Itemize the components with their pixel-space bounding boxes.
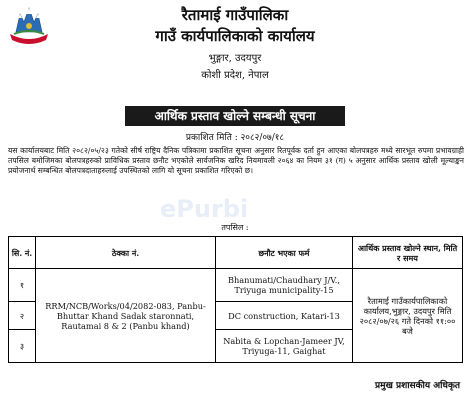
signatory-title: प्रमुख प्रशासकीय अधिकृत [374, 381, 460, 391]
office-name: गाउँ कार्यपालिकाको कार्यालय [155, 27, 315, 45]
address-line-1: भुङ्गार, उदयपुर [208, 53, 262, 64]
col-header-contract: ठेक्का नं. [36, 237, 216, 269]
notice-body: यस कार्यालयबाट मिति २०८२/०५/२३ गतेको सीर्ष राष्ट्रिय दैनिक पत्रिकामा प्रकाशित सूचना अनुसार रितपूर्वक दर्ता हुन आएका बोलपत्रहरु मध्ये सारभूत रुपमा प्रभावग्राही तपसिल बमोजिमका बोलपत्रहरुको प्राविधिक प्रस्ताव छनौट भएकोले सार्वजनिक खरिद नियमावली २०६४ का नियम ३१ (ग) ५ अनुसार आर्थिक प्रस्ताव खोली मूल्याङ्कन प्रयोजनार्थ सम्बन्धित बोलपत्रदाताहरुलाई उपस्थितको लागि यो सूचना प्रकाशित गरिएको छ। [8, 146, 464, 176]
row-sn: २ [9, 302, 36, 330]
list-heading: तपसिल : [221, 223, 249, 232]
notice-title: आर्थिक प्रस्ताव खोल्ने सम्बन्धी सूचना [125, 106, 345, 126]
row-sn: ३ [9, 330, 36, 363]
firm-table [8, 236, 463, 363]
firm-name: Nabita & Lopchan-Jameer JV, Triyuga-11, Gaighat [216, 330, 353, 363]
col-header-sn: सि. नं. [9, 237, 36, 269]
firm-name: Bhanumati/Chaudhary J/V., Triyuga municipality-15 [216, 269, 353, 302]
table-header-row [9, 237, 463, 269]
table-row [9, 269, 463, 302]
col-header-opening: आर्थिक प्रस्ताव खोल्ने स्थान, मिति र समय [353, 237, 463, 269]
opening-location-date: रैतामाई गाउँकार्यपालिकाको कार्यालय,भुङ्गार, उदयपुर मिति २०८२/०७/२६ गते दिनको ११:०० बजे [353, 269, 463, 363]
contract-number: RRM/NCB/Works/04/2082-083, Panbu-Bhuttar Khand Sadak staronnati, Rautamai 8 & 2 (Panbu khand) [36, 269, 216, 363]
address-line-2: कोशी प्रदेश, नेपाल [201, 70, 269, 81]
published-date: प्रकाशित मिति : २०८२/०७/१८ [185, 133, 285, 143]
org-name: रैतामाई गाउँपालिका [181, 6, 289, 24]
watermark-text: ePurbi [160, 195, 249, 223]
row-sn: १ [9, 269, 36, 302]
col-header-firm: छनौट भएका फर्म [216, 237, 353, 269]
firm-name: DC construction, Katari-13 [216, 302, 353, 330]
